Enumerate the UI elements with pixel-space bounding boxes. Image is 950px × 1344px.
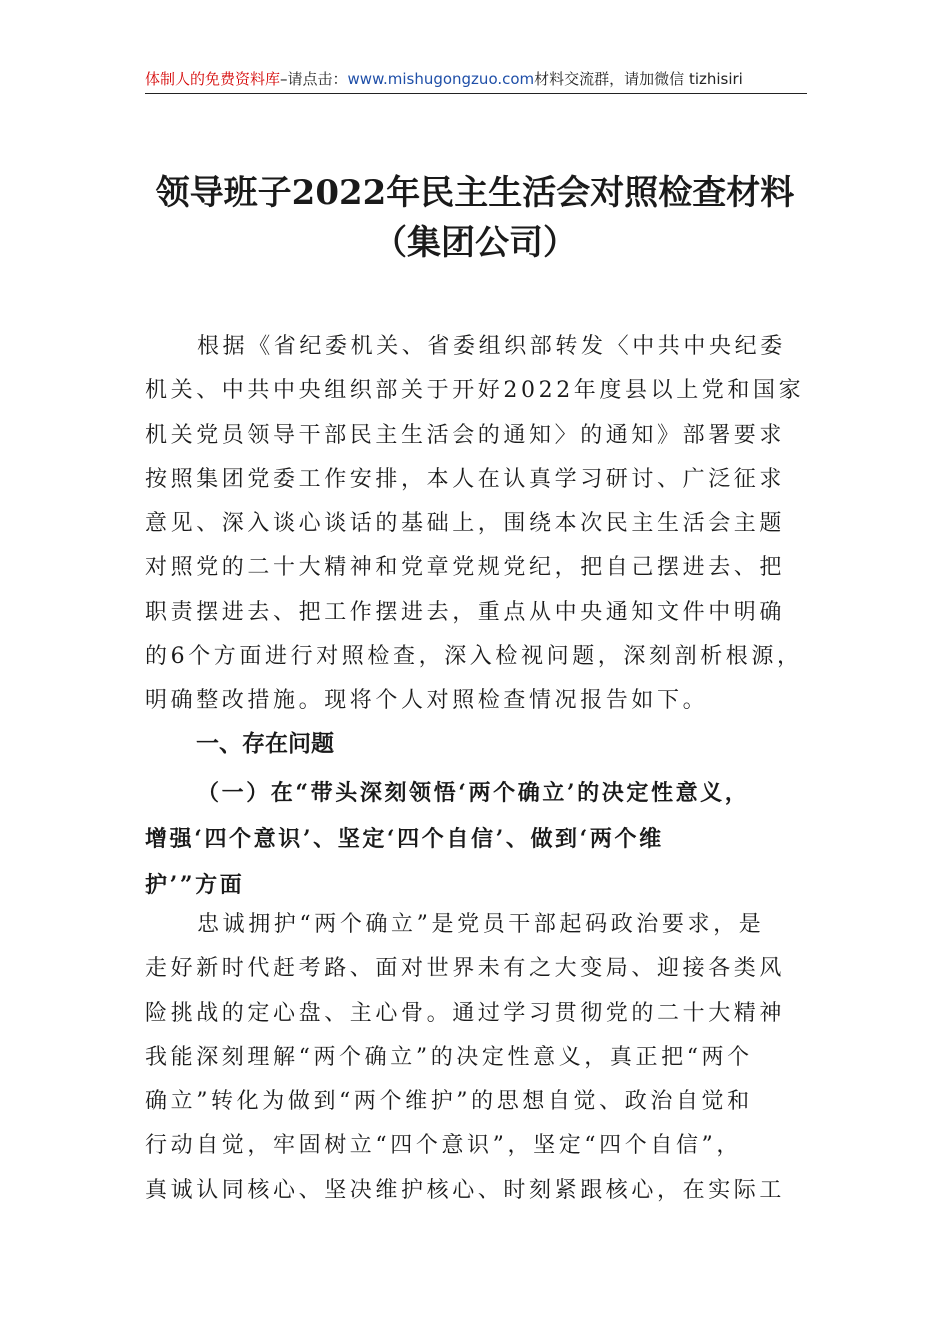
text-line: 的6个方面进行对照检查，深入检视问题，深刻剖析根源， bbox=[145, 644, 803, 670]
text-line: 职责摆进去、把工作摆进去，重点从中央通知文件中明确 bbox=[145, 599, 786, 625]
text-line: 对照党的二十大精神和党章党规党纪，把自己摆进去、把 bbox=[145, 555, 786, 581]
subheading-line: 护’”方面 bbox=[145, 872, 245, 898]
text-line: 真诚认同核心、坚决维护核心、时刻紧跟核心，在实际工 bbox=[145, 1177, 786, 1203]
text-line: 根据《省纪委机关、省委组织部转发〈中共中央纪委 bbox=[197, 334, 786, 359]
subsection-heading bbox=[145, 770, 807, 908]
text-line: 我能深刻理解“两个确立”的决定性意义，真正把“两个 bbox=[145, 1044, 753, 1070]
section-body-paragraph bbox=[145, 903, 807, 1213]
click-prompt: –请点击： bbox=[280, 70, 348, 88]
wechat-group-text: 材料交流群，请加微信 tizhisiri bbox=[534, 70, 743, 88]
text-line: 意见、深入谈心谈话的基础上，围绕本次民主生活会主题 bbox=[145, 511, 786, 537]
document-title: 领导班子2022年民主生活会对照检查材料 bbox=[155, 173, 795, 213]
text-line: 走好新时代赶考路、面对世界未有之大变局、迎接各类风 bbox=[145, 956, 786, 982]
text-line: 按照集团党委工作安排，本人在认真学习研讨、广泛征求 bbox=[145, 466, 786, 492]
text-line: 忠诚拥护“两个确立”是党员干部起码政治要求，是 bbox=[197, 912, 765, 937]
page-header bbox=[145, 68, 807, 90]
subheading-line: （一）在“带头深刻领悟‘两个确立’的决定性意义， bbox=[197, 780, 750, 806]
section-heading: 一、存在问题 bbox=[196, 731, 334, 757]
text-line: 机关党员领导干部民主生活会的通知〉的通知》部署要求 bbox=[145, 422, 786, 448]
text-line: 机关、中共中央组织部关于开好2022年度县以上党和国家 bbox=[145, 378, 805, 404]
text-line: 明确整改措施。现将个人对照检查情况报告如下。 bbox=[145, 688, 709, 714]
subheading-line: 增强‘四个意识’、坚定‘四个自信’、做到‘两个维 bbox=[145, 826, 664, 852]
site-link[interactable]: www.mishugongzuo.com bbox=[347, 70, 535, 88]
intro-paragraph bbox=[145, 325, 807, 724]
header-divider bbox=[145, 93, 807, 94]
text-line: 确立”转化为做到“两个维护”的思想自觉、政治自觉和 bbox=[145, 1089, 753, 1115]
text-line: 险挑战的定心盘、主心骨。通过学习贯彻党的二十大精神 bbox=[145, 1000, 786, 1026]
document-subtitle: （集团公司） bbox=[373, 223, 577, 263]
text-line: 行动自觉，牢固树立“四个意识”，坚定“四个自信”， bbox=[145, 1133, 742, 1159]
site-name: 体制人的免费资料库 bbox=[145, 70, 281, 88]
